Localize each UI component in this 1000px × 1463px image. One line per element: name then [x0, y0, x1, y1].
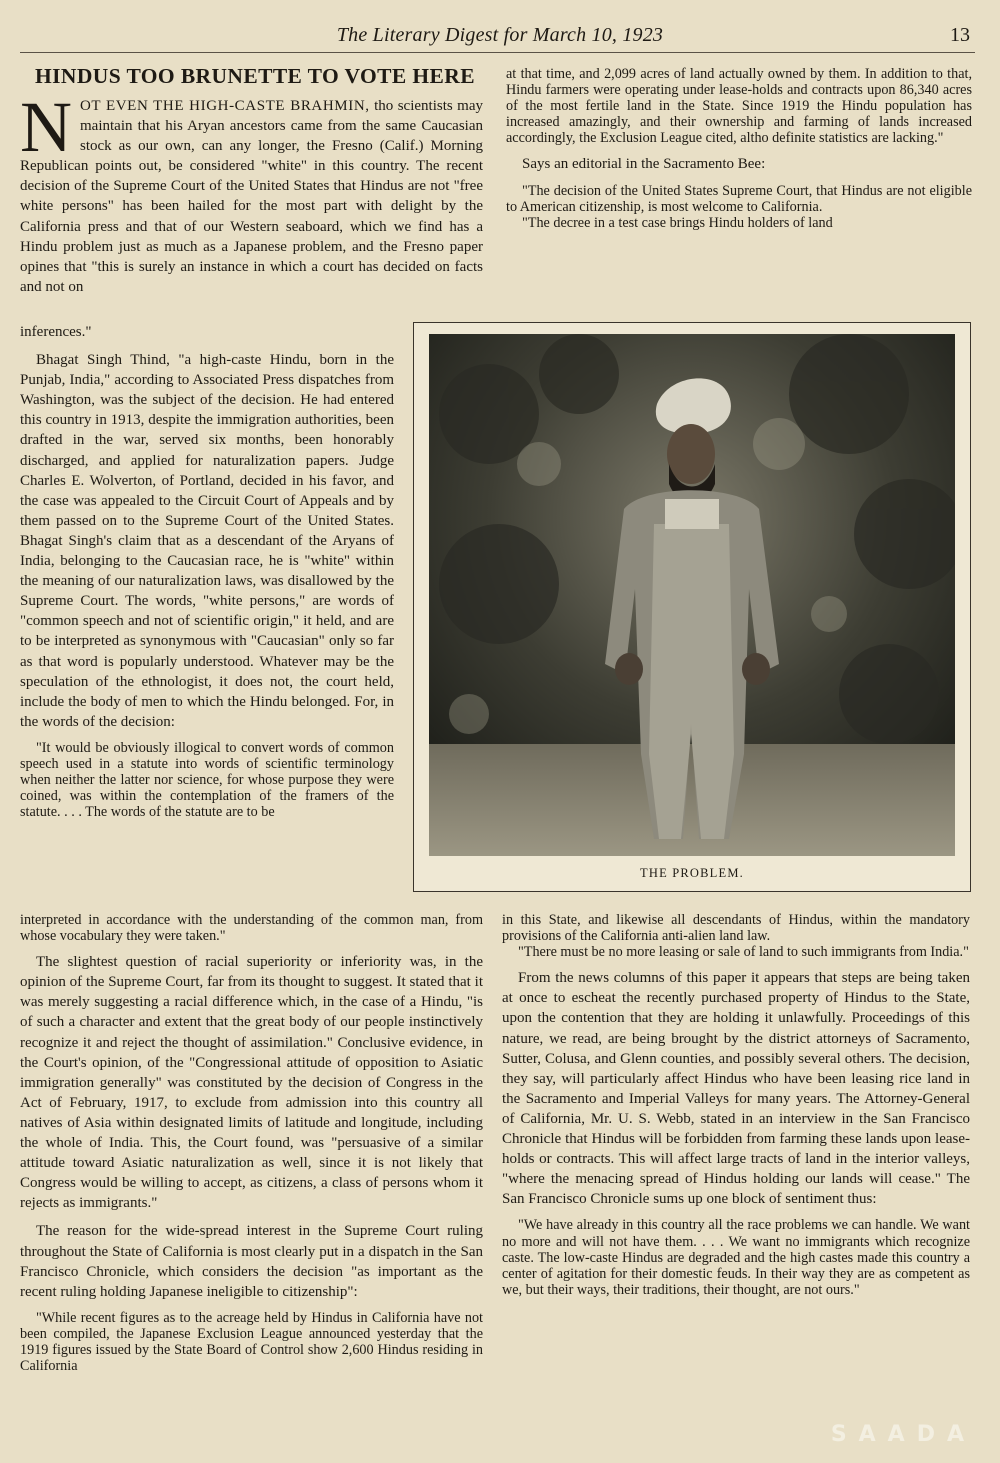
- quote-chronicle: "While recent figures as to the acreage held by Hindus in California have not been compiled, the Japanese Exclusion League announced yesterday that the 1919 figures issued by the State Board of Control show 2,600 Hindus residing in California: [20, 1309, 483, 1375]
- photo-caption: THE PROBLEM.: [640, 866, 744, 880]
- quote-bee-2-end: in this State, and likewise all descendants of Hindus, within the mandatory provisions of the California anti-alien land law.: [502, 912, 970, 945]
- article-headline: HINDUS TOO BRUNETTE TO VOTE HERE: [35, 64, 475, 88]
- column-right-top: [506, 66, 972, 302]
- photograph: [429, 334, 955, 856]
- paragraph-california: The reason for the wide-spread interest in the Supreme Court ruling throughout the State of California is most clearly put in a dispatch in the San Francisco Chronicle, which considers the decision "as important as the recent ruling holding Japanese ineligible to citizenship":: [20, 1223, 483, 1300]
- photo-figure: [413, 322, 971, 892]
- publication-title: The Literary Digest for March 10, 1923: [336, 24, 664, 46]
- paragraph-racial: The slightest question of racial superiority or inferiority was, in the opinion of the Supreme Court, far from its thought to suggest. It stated that it was merely suggesting a racial difference which, in the case of a Hindu, "is of such a character and extent that the great body of our people instinctively recognize it and reject the thought of assimilation." Conclusive evidence, in the Court's opinion, of the "Congressional attitude of opposition to Asiatic immigration generally" was constituted by the decision of Congress in the Act of February, 1917, to exclude from admission into this country all natives of Asia within designated limits of latitude and longitude, including the whole of India. This, the Court found, was "persuasive of a similar attitude toward Asiatic naturalization as well, since it is not likely that Congress would be willing to accept, as citizens, a class of persons whom it rejects as immigrants.": [20, 954, 483, 1212]
- quote-court-decision-end: interpreted in accordance with the understanding of the common man, from whose vocabulary they were taken.": [20, 912, 483, 945]
- quote-bee-1: "The decision of the United States Supreme Court, that Hindus are not eligible to American citizenship, is most welcome to California.: [506, 182, 972, 215]
- page-number: 13: [950, 24, 970, 46]
- quote-bee-3: "There must be no more leasing or sale of land to such immigrants from India.": [518, 944, 969, 961]
- column-left-top: [20, 96, 483, 320]
- quote-court-decision: "It would be obviously illogical to convert words of common speech used in a statute into words of scientific terminology when neither the latter nor science, for whose purpose they were coined, was within the contemplation of the framers of the statute. . . . The words of the statute are to be: [20, 739, 394, 821]
- lead-in: OT EVEN THE HIGH-CASTE BRAHMIN,: [80, 98, 370, 114]
- header-rule: [20, 52, 975, 53]
- paragraph-bee-intro: Says an editorial in the Sacramento Bee:: [522, 156, 766, 173]
- running-head: [0, 20, 1000, 50]
- column-right-bottom: [502, 912, 970, 1442]
- quote-chronicle-end: at that time, and 2,099 acres of land actually owned by them. In addition to that, Hindu farmers were operating under lease-holds and contracts upon 86,340 acres of the most fertile land in the State. Since 1919 the Hindu population has increased amazingly, and their ownership and farming of lands increased accordingly, the Exclusion League cited, altho definite statistics are lacking.": [506, 66, 972, 147]
- quote-bee-2: "The decree in a test case brings Hindu holders of land: [522, 214, 833, 231]
- paragraph-thind: Bhagat Singh Thind, "a high-caste Hindu, born in the Punjab, India," according to Associated Press dispatches from Washington, was the subject of the decision. He had entered this country in 1913, despite the immigration authorities, been drafted in the war, served six months, been honorably discharged, and applied for naturalization papers. Judge Charles E. Wolverton, of Portland, decided in his favor, and the case was appealed to the Circuit Court of Appeals and by them passed on to the Supreme Court of the United States. Bhagat Singh's claim that as a descendant of the Aryans of India, belonging to the Caucasian race, he is "white" within the meaning of our naturalization laws, was disallowed by the Supreme Court. The words, "white persons," are words of "common speech and not of scientific origin," it held, and are to be interpreted as synonymous with "Caucasian" only so far as that word is popularly understood. Whatever may be the speculation of the ethnologist, it does not, the court held, include the body of men to which the Hindu belonged. For, in the words of the decision:: [20, 352, 394, 730]
- quote-chronicle-sentiment: "We have already in this country all the race problems we can handle. We want no more and will not have them. . . . We want no immigrants which recognize caste. The low-caste Hindus are degraded and the high castes made this country a center of agitation for their domestic feuds. In their way they are as competent as we, but their ways, their traditions, their thought, are not ours.": [502, 1217, 970, 1298]
- opening-text: tho scientists may maintain that his Aryan ancestors came from the same Caucasian stock as our own, can any longer, the Fresno (Calif.) Morning Republican points out, be considered "white" in this country. The recent decision of the Supreme Court of the United States that Hindus are not "free white persons" has been hailed for the most part with delight by the California press and that of our Western seaboard, which we find has a Hindu problem just as much as a Japanese problem, and the Fresno paper opines that "this is surely an instance in which a court has decided on facts and not on: [20, 98, 483, 295]
- paragraph-escheat: From the news columns of this paper it appears that steps are being taken at once to escheat the recently purchased property of Hindus to the State, upon the contention that they are holding it unlawfully. Proceedings of this nature, we read, are being brought by the district attorneys of Sacramento, Sutter, Colusa, and Glenn counties, and possibly several others. The decision, they say, will particularly affect Hindus who have been leasing rice land in the Sacramento and Imperial Valleys for many years. The Attorney-General of California, Mr. U. S. Webb, stated in an interview in the San Francisco Chronicle that Hindus will be forbidden from farming these lands upon lease-holds or contracts. This will affect large tracts of land in the interior valleys, "where the menacing spread of Hindus holding our lands will cease." The San Francisco Chronicle sums up one block of sentiment thus:: [502, 970, 970, 1208]
- paragraph-continuation: inferences.": [20, 324, 92, 340]
- watermark-logo: SAADA: [830, 1422, 976, 1447]
- column-left-bottom: [20, 912, 483, 1442]
- column-left-narrow: [20, 322, 394, 918]
- drop-cap: N: [20, 96, 72, 167]
- opening-paragraph: [20, 96, 483, 297]
